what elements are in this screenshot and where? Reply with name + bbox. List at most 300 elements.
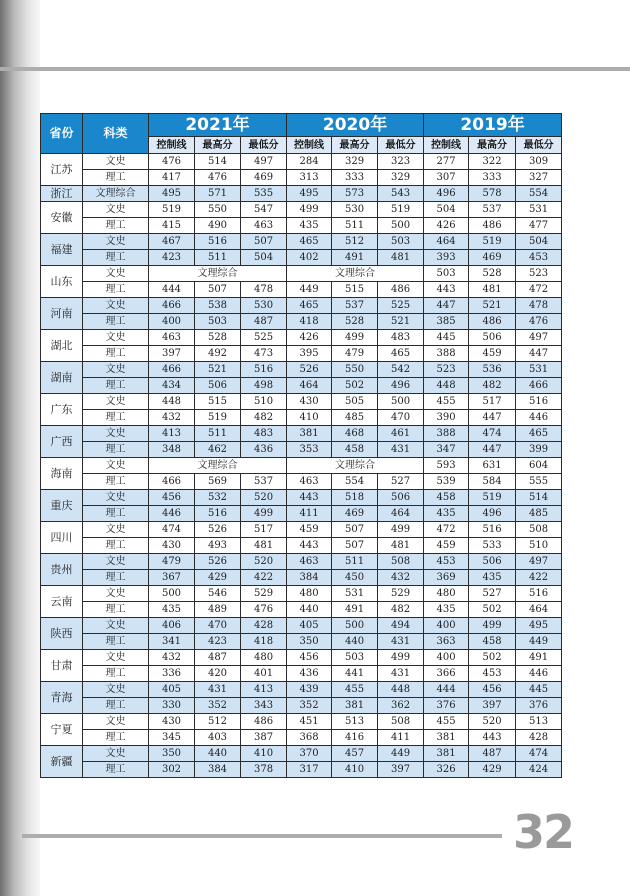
admission-score-table [40, 113, 562, 778]
subject-type-cell: 理工 [83, 170, 149, 186]
province-cell: 青海 [41, 682, 83, 714]
province-cell: 广东 [41, 394, 83, 426]
score-cell: 463 [287, 474, 332, 490]
score-cell: 495 [149, 186, 195, 202]
score-cell: 502 [469, 602, 516, 618]
province-cell: 海南 [41, 458, 83, 490]
score-cell: 440 [195, 746, 241, 762]
score-cell: 516 [516, 394, 562, 410]
subject-type-cell: 文史 [83, 234, 149, 250]
subject-type-cell: 文史 [83, 298, 149, 314]
score-cell: 485 [516, 506, 562, 522]
year-2021-header: 2021年 [149, 114, 287, 137]
subject-type-cell: 理工 [83, 602, 149, 618]
score-cell: 464 [424, 234, 469, 250]
score-cell: 516 [241, 362, 287, 378]
province-cell: 河南 [41, 298, 83, 330]
score-cell: 520 [241, 554, 287, 570]
score-cell: 401 [241, 666, 287, 682]
subject-type-cell: 理工 [83, 666, 149, 682]
province-cell: 陕西 [41, 618, 83, 650]
score-cell: 504 [241, 250, 287, 266]
score-cell: 527 [469, 586, 516, 602]
table-row [41, 458, 562, 474]
score-cell: 478 [516, 298, 562, 314]
score-cell: 521 [378, 314, 424, 330]
score-cell: 469 [469, 250, 516, 266]
score-cell: 368 [287, 730, 332, 746]
score-cell: 458 [332, 442, 378, 458]
score-cell: 554 [332, 474, 378, 490]
score-cell: 461 [378, 426, 424, 442]
score-cell: 453 [516, 250, 562, 266]
score-cell: 500 [378, 394, 424, 410]
score-cell: 511 [195, 426, 241, 442]
score-cell: 499 [469, 618, 516, 634]
subject-type-cell: 理工 [83, 538, 149, 554]
score-cell: 480 [287, 586, 332, 602]
score-cell: 341 [149, 634, 195, 650]
col-control-line: 控制线 [287, 137, 332, 154]
score-cell: 519 [469, 234, 516, 250]
subject-type-cell: 文史 [83, 266, 149, 282]
score-cell: 502 [469, 650, 516, 666]
score-cell: 519 [195, 410, 241, 426]
score-cell: 428 [516, 730, 562, 746]
subject-type-cell: 文史 [83, 490, 149, 506]
score-cell: 525 [378, 298, 424, 314]
score-cell: 420 [195, 666, 241, 682]
score-cell: 447 [516, 346, 562, 362]
score-cell: 402 [287, 250, 332, 266]
score-cell: 447 [424, 298, 469, 314]
score-cell: 466 [149, 474, 195, 490]
score-cell: 511 [195, 250, 241, 266]
score-cell: 519 [149, 202, 195, 218]
score-cell: 508 [516, 522, 562, 538]
table-row [41, 586, 562, 602]
score-cell: 423 [149, 250, 195, 266]
score-cell: 430 [149, 714, 195, 730]
province-cell: 山东 [41, 266, 83, 298]
score-cell: 481 [469, 282, 516, 298]
province-cell: 浙江 [41, 186, 83, 202]
table-row [41, 330, 562, 346]
score-cell: 578 [469, 186, 516, 202]
subject-type-cell: 理工 [83, 218, 149, 234]
subject-type-cell: 理工 [83, 474, 149, 490]
score-cell: 424 [516, 762, 562, 778]
score-cell: 514 [516, 490, 562, 506]
score-cell: 527 [378, 474, 424, 490]
score-cell: 532 [195, 490, 241, 506]
table-row [41, 202, 562, 218]
score-cell: 432 [149, 410, 195, 426]
score-cell: 444 [424, 682, 469, 698]
score-cell: 477 [516, 218, 562, 234]
score-cell: 462 [195, 442, 241, 458]
score-cell: 435 [424, 602, 469, 618]
score-cell: 431 [378, 666, 424, 682]
score-cell: 381 [424, 746, 469, 762]
score-cell: 381 [332, 698, 378, 714]
table-row [41, 362, 562, 378]
score-cell: 449 [378, 746, 424, 762]
page-spine-shadow [0, 0, 40, 896]
score-cell: 528 [332, 314, 378, 330]
score-cell: 536 [469, 362, 516, 378]
table-row [41, 618, 562, 634]
score-cell: 508 [378, 554, 424, 570]
score-cell: 495 [516, 618, 562, 634]
score-cell: 503 [424, 266, 469, 282]
score-cell: 369 [424, 570, 469, 586]
score-cell: 441 [332, 666, 378, 682]
score-cell: 432 [149, 650, 195, 666]
score-cell: 416 [332, 730, 378, 746]
score-cell: 525 [241, 330, 287, 346]
score-cell: 430 [287, 394, 332, 410]
subject-type-cell: 文理综合 [83, 186, 149, 202]
score-cell: 393 [424, 250, 469, 266]
merged-note-cell: 文理综合 [287, 266, 424, 282]
score-cell: 439 [287, 682, 332, 698]
score-cell: 499 [378, 650, 424, 666]
score-cell: 352 [287, 698, 332, 714]
province-cell: 湖北 [41, 330, 83, 362]
table-row [41, 394, 562, 410]
merged-note-cell: 文理综合 [287, 458, 424, 474]
score-cell: 516 [195, 234, 241, 250]
score-cell: 403 [195, 730, 241, 746]
subject-type-cell: 文史 [83, 618, 149, 634]
score-cell: 446 [149, 506, 195, 522]
score-cell: 447 [469, 442, 516, 458]
score-cell: 491 [332, 602, 378, 618]
subject-type-cell: 文史 [83, 362, 149, 378]
score-cell: 397 [149, 346, 195, 362]
score-cell: 479 [332, 346, 378, 362]
table-row [41, 762, 562, 778]
merged-note-cell: 文理综合 [149, 266, 287, 282]
table-row [41, 602, 562, 618]
score-cell: 440 [287, 602, 332, 618]
score-cell: 530 [241, 298, 287, 314]
score-cell: 476 [149, 154, 195, 170]
score-cell: 466 [516, 378, 562, 394]
subject-type-cell: 文史 [83, 154, 149, 170]
score-cell: 443 [287, 538, 332, 554]
score-cell: 458 [424, 490, 469, 506]
score-cell: 513 [332, 714, 378, 730]
score-cell: 429 [195, 570, 241, 586]
page-number: 32 [513, 805, 574, 859]
score-cell: 446 [516, 410, 562, 426]
score-cell: 472 [516, 282, 562, 298]
table-body [41, 154, 562, 778]
score-cell: 428 [241, 618, 287, 634]
score-cell: 465 [287, 298, 332, 314]
score-cell: 528 [469, 266, 516, 282]
col-control-line: 控制线 [149, 137, 195, 154]
score-cell: 284 [287, 154, 332, 170]
score-cell: 445 [516, 682, 562, 698]
score-cell: 453 [469, 666, 516, 682]
score-cell: 521 [469, 298, 516, 314]
score-cell: 336 [149, 666, 195, 682]
table-row [41, 522, 562, 538]
score-cell: 485 [332, 410, 378, 426]
score-cell: 397 [378, 762, 424, 778]
score-cell: 446 [516, 666, 562, 682]
table-row [41, 714, 562, 730]
score-cell: 537 [332, 298, 378, 314]
score-cell: 491 [516, 650, 562, 666]
subject-type-cell: 文史 [83, 330, 149, 346]
table-row [41, 218, 562, 234]
score-cell: 491 [332, 250, 378, 266]
score-cell: 466 [149, 298, 195, 314]
score-cell: 456 [469, 682, 516, 698]
score-cell: 480 [241, 650, 287, 666]
score-cell: 531 [516, 202, 562, 218]
subject-type-cell: 理工 [83, 762, 149, 778]
subject-type-cell: 理工 [83, 570, 149, 586]
score-cell: 436 [241, 442, 287, 458]
table-row [41, 538, 562, 554]
score-cell: 317 [287, 762, 332, 778]
score-cell: 455 [424, 394, 469, 410]
score-cell: 463 [241, 218, 287, 234]
score-cell: 516 [516, 586, 562, 602]
score-cell: 362 [378, 698, 424, 714]
score-cell: 434 [149, 378, 195, 394]
score-cell: 550 [332, 362, 378, 378]
subject-type-cell: 文史 [83, 714, 149, 730]
score-cell: 333 [332, 170, 378, 186]
score-cell: 473 [241, 346, 287, 362]
score-cell: 350 [287, 634, 332, 650]
col-min-score: 最低分 [241, 137, 287, 154]
score-cell: 353 [287, 442, 332, 458]
score-cell: 352 [195, 698, 241, 714]
score-cell: 418 [287, 314, 332, 330]
score-cell: 515 [332, 282, 378, 298]
table-row [41, 634, 562, 650]
score-cell: 487 [241, 314, 287, 330]
subject-type-cell: 文史 [83, 458, 149, 474]
score-cell: 343 [241, 698, 287, 714]
score-cell: 481 [378, 538, 424, 554]
score-cell: 443 [469, 730, 516, 746]
score-cell: 376 [424, 698, 469, 714]
subject-type-cell: 文史 [83, 394, 149, 410]
subject-type-cell: 理工 [83, 346, 149, 362]
score-cell: 390 [424, 410, 469, 426]
score-cell: 370 [287, 746, 332, 762]
score-cell: 417 [149, 170, 195, 186]
score-cell: 347 [424, 442, 469, 458]
score-cell: 506 [195, 378, 241, 394]
score-cell: 449 [516, 634, 562, 650]
score-cell: 479 [149, 554, 195, 570]
score-cell: 504 [424, 202, 469, 218]
score-cell: 486 [469, 218, 516, 234]
score-cell: 426 [287, 330, 332, 346]
subject-type-cell: 理工 [83, 506, 149, 522]
table-row [41, 682, 562, 698]
score-cell: 519 [378, 202, 424, 218]
subject-type-cell: 文史 [83, 554, 149, 570]
score-cell: 466 [149, 362, 195, 378]
score-cell: 385 [424, 314, 469, 330]
subject-type-cell: 理工 [83, 378, 149, 394]
score-cell: 400 [424, 650, 469, 666]
score-cell: 348 [149, 442, 195, 458]
score-cell: 448 [424, 378, 469, 394]
province-cell: 新疆 [41, 746, 83, 778]
score-cell: 504 [516, 234, 562, 250]
col-min-score: 最低分 [378, 137, 424, 154]
merged-note-cell: 文理综合 [149, 458, 287, 474]
subject-type-cell: 理工 [83, 698, 149, 714]
score-cell: 449 [287, 282, 332, 298]
score-cell: 435 [149, 602, 195, 618]
score-cell: 435 [287, 218, 332, 234]
score-cell: 333 [469, 170, 516, 186]
score-cell: 494 [378, 618, 424, 634]
score-cell: 463 [149, 330, 195, 346]
score-cell: 464 [516, 602, 562, 618]
table-row [41, 698, 562, 714]
score-cell: 507 [332, 522, 378, 538]
score-cell: 387 [241, 730, 287, 746]
score-cell: 498 [241, 378, 287, 394]
score-cell: 456 [287, 650, 332, 666]
score-cell: 367 [149, 570, 195, 586]
year-2020-header: 2020年 [287, 114, 424, 137]
score-cell: 448 [149, 394, 195, 410]
score-cell: 455 [332, 682, 378, 698]
score-cell: 519 [469, 490, 516, 506]
score-cell: 418 [241, 634, 287, 650]
score-cell: 384 [195, 762, 241, 778]
col-control-line: 控制线 [424, 137, 469, 154]
table-row [41, 490, 562, 506]
score-cell: 531 [332, 586, 378, 602]
score-cell: 432 [378, 570, 424, 586]
score-cell: 521 [195, 362, 241, 378]
score-cell: 465 [287, 234, 332, 250]
score-cell: 514 [195, 154, 241, 170]
subject-type-cell: 文史 [83, 746, 149, 762]
score-cell: 526 [287, 362, 332, 378]
score-cell: 435 [424, 506, 469, 522]
subject-type-cell: 理工 [83, 314, 149, 330]
score-cell: 467 [149, 234, 195, 250]
score-cell: 503 [332, 650, 378, 666]
score-cell: 529 [241, 586, 287, 602]
subject-type-cell: 文史 [83, 586, 149, 602]
table-row [41, 186, 562, 202]
score-cell: 497 [516, 330, 562, 346]
province-cell: 广西 [41, 426, 83, 458]
score-cell: 445 [424, 330, 469, 346]
score-cell: 515 [195, 394, 241, 410]
score-cell: 410 [241, 746, 287, 762]
score-cell: 490 [195, 218, 241, 234]
score-cell: 520 [469, 714, 516, 730]
score-cell: 423 [195, 634, 241, 650]
score-cell: 554 [516, 186, 562, 202]
province-cell: 四川 [41, 522, 83, 554]
score-cell: 459 [424, 538, 469, 554]
score-cell: 573 [332, 186, 378, 202]
score-cell: 436 [287, 666, 332, 682]
score-cell: 464 [287, 378, 332, 394]
score-cell: 550 [195, 202, 241, 218]
score-cell: 547 [241, 202, 287, 218]
score-cell: 470 [378, 410, 424, 426]
score-cell: 497 [241, 154, 287, 170]
score-cell: 511 [332, 218, 378, 234]
score-cell: 523 [516, 266, 562, 282]
table-row [41, 298, 562, 314]
score-cell: 507 [241, 234, 287, 250]
score-cell: 512 [332, 234, 378, 250]
score-cell: 507 [195, 282, 241, 298]
score-cell: 497 [516, 554, 562, 570]
province-cell: 安徽 [41, 202, 83, 234]
score-cell: 426 [424, 218, 469, 234]
score-cell: 313 [287, 170, 332, 186]
score-cell: 520 [241, 490, 287, 506]
score-cell: 584 [469, 474, 516, 490]
score-cell: 523 [424, 362, 469, 378]
subject-type-cell: 理工 [83, 634, 149, 650]
score-cell: 500 [378, 218, 424, 234]
score-cell: 493 [195, 538, 241, 554]
score-cell: 511 [332, 554, 378, 570]
subject-type-cell: 文史 [83, 682, 149, 698]
score-cell: 528 [195, 330, 241, 346]
score-cell: 513 [516, 714, 562, 730]
table-row [41, 346, 562, 362]
score-cell: 507 [332, 538, 378, 554]
score-cell: 456 [149, 490, 195, 506]
score-cell: 526 [195, 554, 241, 570]
score-cell: 453 [424, 554, 469, 570]
score-cell: 400 [149, 314, 195, 330]
score-cell: 443 [287, 490, 332, 506]
score-cell: 482 [378, 602, 424, 618]
col-min-score: 最低分 [516, 137, 562, 154]
score-cell: 422 [516, 570, 562, 586]
score-cell: 476 [195, 170, 241, 186]
score-cell: 388 [424, 346, 469, 362]
score-cell: 397 [469, 698, 516, 714]
table-row [41, 730, 562, 746]
score-cell: 458 [469, 634, 516, 650]
score-cell: 487 [195, 650, 241, 666]
score-cell: 323 [378, 154, 424, 170]
score-cell: 469 [241, 170, 287, 186]
score-cell: 496 [378, 378, 424, 394]
score-cell: 489 [195, 602, 241, 618]
subject-type-cell: 理工 [83, 410, 149, 426]
score-cell: 413 [149, 426, 195, 442]
score-cell: 518 [332, 490, 378, 506]
